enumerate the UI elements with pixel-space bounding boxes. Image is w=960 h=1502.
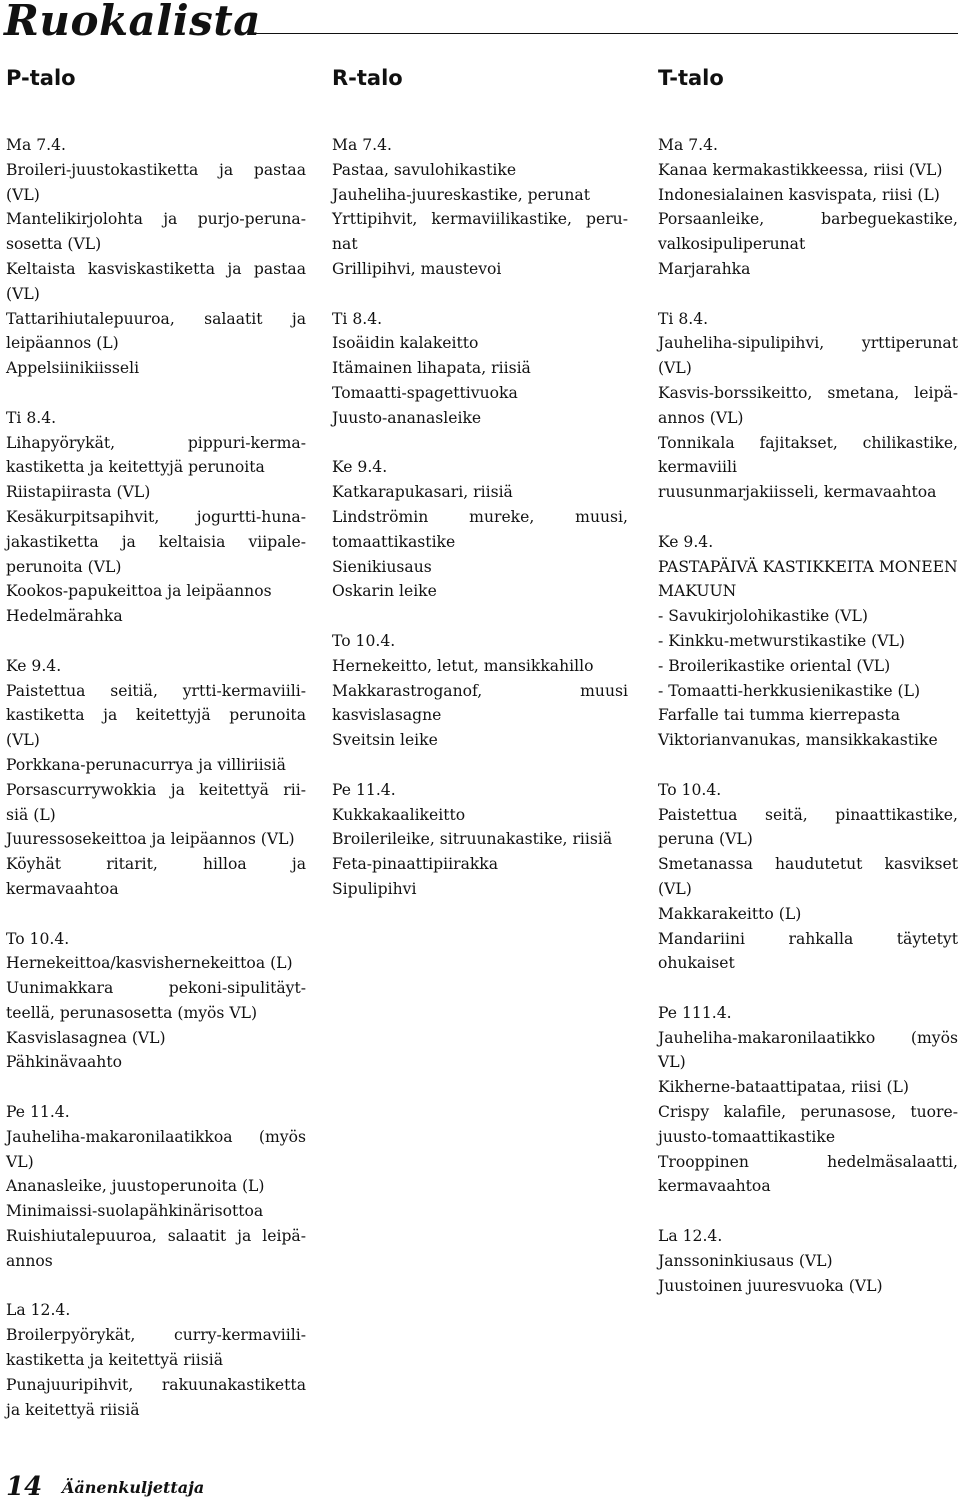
menu-item-line: annos (VL) (658, 408, 744, 427)
menu-item-line: Kesäkurpitsapihvit, jogurtti-huna- (6, 507, 306, 526)
menu-day-date: Ke 9.4. (658, 532, 714, 551)
menu-item-line: kermavaahtoa (6, 879, 119, 898)
menu-item-line: siä (L) (6, 805, 56, 824)
menu-item-line: Oskarin leike (332, 582, 437, 601)
menu-day (658, 1001, 958, 1199)
menu-item-line: leipäannos (L) (6, 334, 119, 353)
menu-item-line: ja keitettyä riisiä (6, 1400, 140, 1419)
menu-item-line: Janssoninkiusaus (VL) (658, 1251, 833, 1270)
menu-day-date: Pe 11.4. (332, 780, 396, 799)
menu-item-line: Indonesialainen kasvispata, riisi (L) (658, 185, 940, 204)
menu-day (6, 406, 306, 629)
menu-item-line: kermaviili (658, 458, 737, 477)
menu-item-line: Makkarastroganof, muusi (332, 681, 628, 700)
menu-item-line: teellä, perunasosetta (myös VL) (6, 1003, 258, 1022)
menu-item-line: - Kinkku-metwurstikastike (VL) (658, 631, 905, 650)
menu-item-line: Makkarakeitto (L) (658, 904, 802, 923)
menu-item-line: (VL) (6, 284, 40, 303)
menu-item-line: juusto-tomaattikastike (658, 1127, 836, 1146)
menu-item-line: Tomaatti-spagettivuoka (332, 383, 518, 402)
menu-item-line: Juusto-ananasleike (332, 408, 482, 427)
menu-item-line: Mandariini rahkalla täytetyt (658, 929, 958, 948)
menu-day (6, 654, 306, 902)
footer-publication-name: Äänenkuljettaja (62, 1478, 205, 1497)
menu-item-line: VL) (658, 1053, 686, 1072)
menu-item-line: (VL) (658, 879, 692, 898)
menu-item-line: VL) (6, 1152, 34, 1171)
menu-item-line: Katkarapukasari, riisiä (332, 483, 513, 502)
menu-item-line: Keltaista kasviskastiketta ja pastaa (6, 259, 306, 278)
menu-day (658, 133, 958, 282)
menu-item-line: Appelsiinikiisseli (6, 359, 140, 378)
menu-item-line: valkosipuliperunat (658, 235, 806, 254)
menu-item-line: Isoäidin kalakeitto (332, 334, 479, 353)
menu-item-line: Sipulipihvi (332, 879, 417, 898)
menu-item-line: Marjarahka (658, 259, 751, 278)
menu-item-line: Lihapyörykät, pippuri-kerma- (6, 433, 306, 452)
menu-item-line: MAKUUN (658, 582, 737, 601)
menu-item-line: Hedelmärahka (6, 607, 123, 626)
menu-item-line: Jauheliha-makaronilaatikko (myös (658, 1028, 958, 1047)
menu-column-p (6, 133, 306, 1447)
menu-item-line: Broilerpyörykät, curry-kermaviili- (6, 1326, 306, 1345)
building-heading-r: R-talo (332, 66, 403, 90)
menu-item-line: Punajuuripihvit, rakuunakastiketta (6, 1375, 306, 1394)
menu-item-line: Kasvislasagnea (VL) (6, 1028, 166, 1047)
menu-day (658, 307, 958, 505)
menu-day-date: Ke 9.4. (6, 656, 62, 675)
building-heading-p: P-talo (6, 66, 76, 90)
menu-column-t (658, 133, 958, 1323)
menu-item-line: Kikherne-bataattipataa, riisi (L) (658, 1078, 909, 1097)
menu-day (332, 133, 628, 282)
menu-day-date: Ti 8.4. (658, 309, 709, 328)
menu-day (6, 1298, 306, 1422)
menu-item-line: Porsaanleike, barbeguekastike, (658, 210, 958, 229)
menu-day-date: Ma 7.4. (6, 136, 66, 154)
menu-day-date: Ma 7.4. (658, 136, 718, 154)
menu-day-date: Ma 7.4. (332, 136, 392, 154)
page-title: Ruokalista (4, 0, 261, 45)
menu-item-line: Sveitsin leike (332, 731, 438, 750)
menu-item-line: jakastiketta ja keltaisia viipale- (6, 532, 306, 551)
menu-item-line: sosetta (VL) (6, 235, 102, 254)
menu-item-line: Köyhät ritarit, hilloa ja (6, 855, 306, 874)
menu-item-line: kermavaahtoa (658, 1177, 771, 1196)
menu-item-line: Broilerileike, sitruunakastike, riisiä (332, 830, 613, 849)
menu-day-date: Ke 9.4. (332, 458, 388, 477)
menu-item-line: - Broilerikastike oriental (VL) (658, 656, 891, 675)
menu-item-line: Porsascurrywokkia ja keitettyä rii- (6, 780, 306, 799)
menu-item-line: Yrttipihvit, kermaviilikastike, peru- (332, 210, 628, 229)
menu-day-date: To 10.4. (658, 780, 722, 799)
menu-day-date: Pe 111.4. (658, 1003, 732, 1022)
menu-day (332, 455, 628, 604)
menu-item-line: Kasvis-borssikeitto, smetana, leipä- (658, 383, 958, 402)
menu-day (658, 530, 958, 753)
menu-day-date: Ti 8.4. (332, 309, 383, 328)
menu-day (332, 307, 628, 431)
menu-day-date: To 10.4. (332, 631, 396, 650)
menu-item-line: Paistettua seitiä, yrtti-kermaviili- (6, 681, 306, 700)
menu-item-line: Kanaa kermakastikkeessa, riisi (VL) (658, 160, 943, 179)
menu-item-line: kastiketta ja keitettyjä perunoita (6, 706, 306, 725)
menu-item-line: Lindströmin mureke, muusi, (332, 507, 628, 526)
menu-item-line: peruna (VL) (658, 830, 753, 849)
menu-item-line: Tattarihiutalepuuroa, salaatit ja (6, 309, 306, 328)
menu-item-line: Porkkana-perunacurrya ja villiriisiä (6, 755, 286, 774)
menu-item-line: Farfalle tai tumma kierrepasta (658, 706, 901, 725)
menu-item-line: Hernekeittoa/kasvishernekeittoa (L) (6, 954, 293, 973)
menu-item-line: Ananasleike, juustoperunoita (L) (6, 1177, 265, 1196)
menu-day-date: La 12.4. (658, 1227, 723, 1246)
menu-item-line: kastiketta ja keitettyjä perunoita (6, 458, 265, 477)
menu-item-line: Broileri-juustokastiketta ja pastaa (6, 160, 306, 179)
menu-item-line: Pähkinävaahto (6, 1053, 123, 1072)
menu-item-line: Jauheliha-juureskastike, perunat (332, 185, 590, 204)
menu-item-line: Sienikiusaus (332, 557, 432, 576)
menu-item-line: Juuressosekeittoa ja leipäannos (VL) (6, 830, 295, 849)
menu-item-line: tomaattikastike (332, 532, 456, 551)
menu-item-line: perunoita (VL) (6, 557, 122, 576)
menu-item-line: Uunimakkara pekoni-sipulitäyt- (6, 979, 306, 998)
menu-item-line: Kukkakaalikeitto (332, 805, 466, 824)
menu-day-date: To 10.4. (6, 929, 70, 948)
menu-item-line: ruusunmarjakiisseli, kermavaahtoa (658, 483, 937, 502)
menu-day (332, 778, 628, 902)
menu-day (6, 927, 306, 1076)
menu-item-line: Grillipihvi, maustevoi (332, 259, 502, 278)
menu-item-line: - Tomaatti-herkkusienikastike (L) (658, 681, 921, 700)
menu-item-line: Ruishiutalepuuroa, salaatit ja leipä- (6, 1227, 306, 1246)
menu-item-line: Crispy kalafile, perunasose, tuore- (658, 1103, 958, 1122)
menu-item-line: Trooppinen hedelmäsalaatti, (658, 1152, 958, 1171)
menu-day-date: Pe 11.4. (6, 1103, 70, 1122)
menu-item-line: annos (6, 1251, 53, 1270)
menu-item-line: Minimaissi-suolapähkinärisottoa (6, 1202, 264, 1221)
menu-day (332, 629, 628, 753)
menu-item-line: - Savukirjolohikastike (VL) (658, 607, 868, 626)
menu-item-line: kastiketta ja keitettyä riisiä (6, 1351, 224, 1370)
menu-day (6, 133, 306, 381)
menu-item-line: Jauheliha-makaronilaatikkoa (myös (6, 1127, 306, 1146)
menu-item-line: (VL) (6, 731, 40, 750)
menu-item-line: Hernekeitto, letut, mansikkahillo (332, 656, 594, 675)
menu-item-line: PASTAPÄIVÄ KASTIKKEITA MONEEN (658, 557, 958, 576)
menu-item-line: Feta-pinaattipiirakka (332, 855, 499, 874)
menu-item-line: Mantelikirjolohta ja purjo-peruna- (6, 210, 306, 229)
menu-item-line: Riistapiirasta (VL) (6, 483, 151, 502)
menu-item-line: Itämainen lihapata, riisiä (332, 359, 531, 378)
menu-day (658, 778, 958, 976)
menu-item-line: Juustoinen juuresvuoka (VL) (658, 1276, 883, 1295)
menu-item-line: Paistettua seitä, pinaattikastike, (658, 805, 958, 824)
menu-item-line: kasvislasagne (332, 706, 442, 725)
menu-item-line: Pastaa, savulohikastike (332, 160, 517, 179)
menu-day-date: La 12.4. (6, 1301, 71, 1320)
menu-item-line: Jauheliha-sipulipihvi, yrttiperunat (658, 334, 958, 353)
menu-item-line: Kookos-papukeittoa ja leipäannos (6, 582, 272, 601)
menu-day (658, 1224, 958, 1298)
menu-item-line: Viktorianvanukas, mansikkakastike (658, 731, 938, 750)
building-heading-t: T-talo (658, 66, 724, 90)
menu-day-date: Ti 8.4. (6, 408, 57, 427)
menu-item-line: Tonnikala fajitakset, chilikastike, (658, 433, 958, 452)
footer-page-number: 14 (6, 1472, 43, 1502)
menu-item-line: Smetanassa haudutetut kasvikset (658, 855, 958, 874)
menu-item-line: (VL) (658, 359, 692, 378)
menu-column-r (332, 133, 628, 927)
title-rule (254, 33, 958, 34)
menu-item-line: nat (332, 235, 358, 254)
menu-day (6, 1100, 306, 1274)
menu-item-line: (VL) (6, 185, 40, 204)
menu-item-line: ohukaiset (658, 954, 735, 973)
